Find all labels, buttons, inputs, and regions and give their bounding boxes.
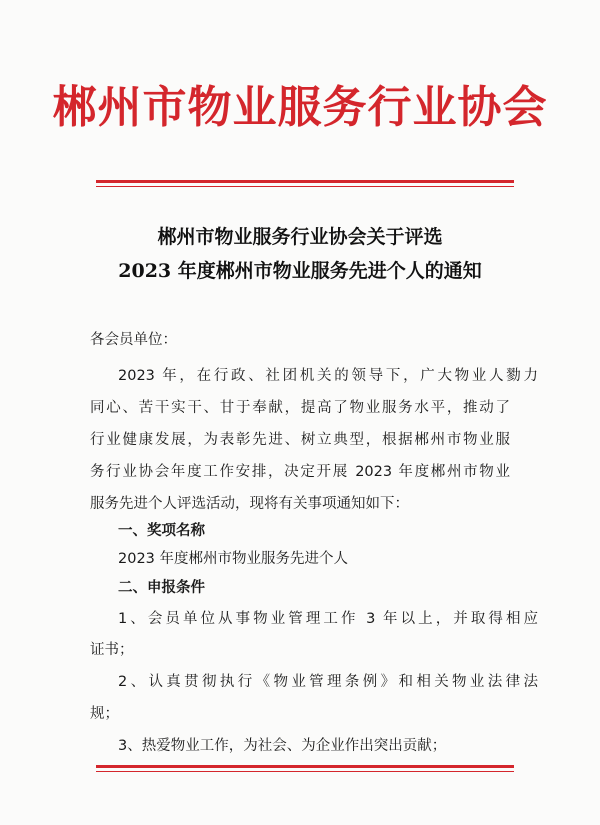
condition-item-continuation: 规； bbox=[90, 706, 119, 722]
header-red-rule-thick bbox=[96, 180, 514, 183]
paragraph-line: 行业健康发展，为表彰先进、树立典型，根据郴州市物业服 bbox=[90, 432, 510, 448]
footer-red-rule-thick bbox=[96, 765, 514, 768]
header-red-rule-thin bbox=[96, 186, 514, 187]
section-heading: 二、申报条件 bbox=[118, 580, 205, 596]
footer-red-rule-thin bbox=[96, 771, 514, 772]
paragraph-line: 服务先进个人评选活动，现将有关事项通知如下： bbox=[90, 496, 409, 512]
section-content: 2023 年度郴州市物业服务先进个人 bbox=[118, 551, 349, 567]
salutation: 各会员单位： bbox=[90, 332, 177, 348]
paragraph-line: 同心、苦干实干、甘于奉献，提高了物业服务水平，推动了 bbox=[90, 400, 510, 416]
notice-title-line-1: 郴州市物业服务行业协会关于评选 bbox=[157, 226, 443, 248]
condition-item: 3、热爱物业工作，为社会、为企业作出突出贡献； bbox=[118, 738, 447, 754]
condition-item: 1、会员单位从事物业管理工作 3 年以上，并取得相应 bbox=[118, 611, 538, 627]
organization-letterhead: 郴州市物业服务行业协会 bbox=[52, 82, 548, 133]
notice-title-line-2: 2023 年度郴州市物业服务先进个人的通知 bbox=[118, 260, 482, 282]
condition-item-continuation: 证书； bbox=[90, 642, 134, 658]
paragraph-line: 务行业协会年度工作安排，决定开展 2023 年度郴州市物业 bbox=[90, 464, 510, 480]
condition-item: 2、认真贯彻执行《物业管理条例》和相关物业法律法 bbox=[118, 674, 538, 690]
paragraph-line: 2023 年，在行政、社团机关的领导下，广大物业人勠力 bbox=[118, 368, 538, 384]
section-heading: 一、奖项名称 bbox=[118, 523, 205, 539]
